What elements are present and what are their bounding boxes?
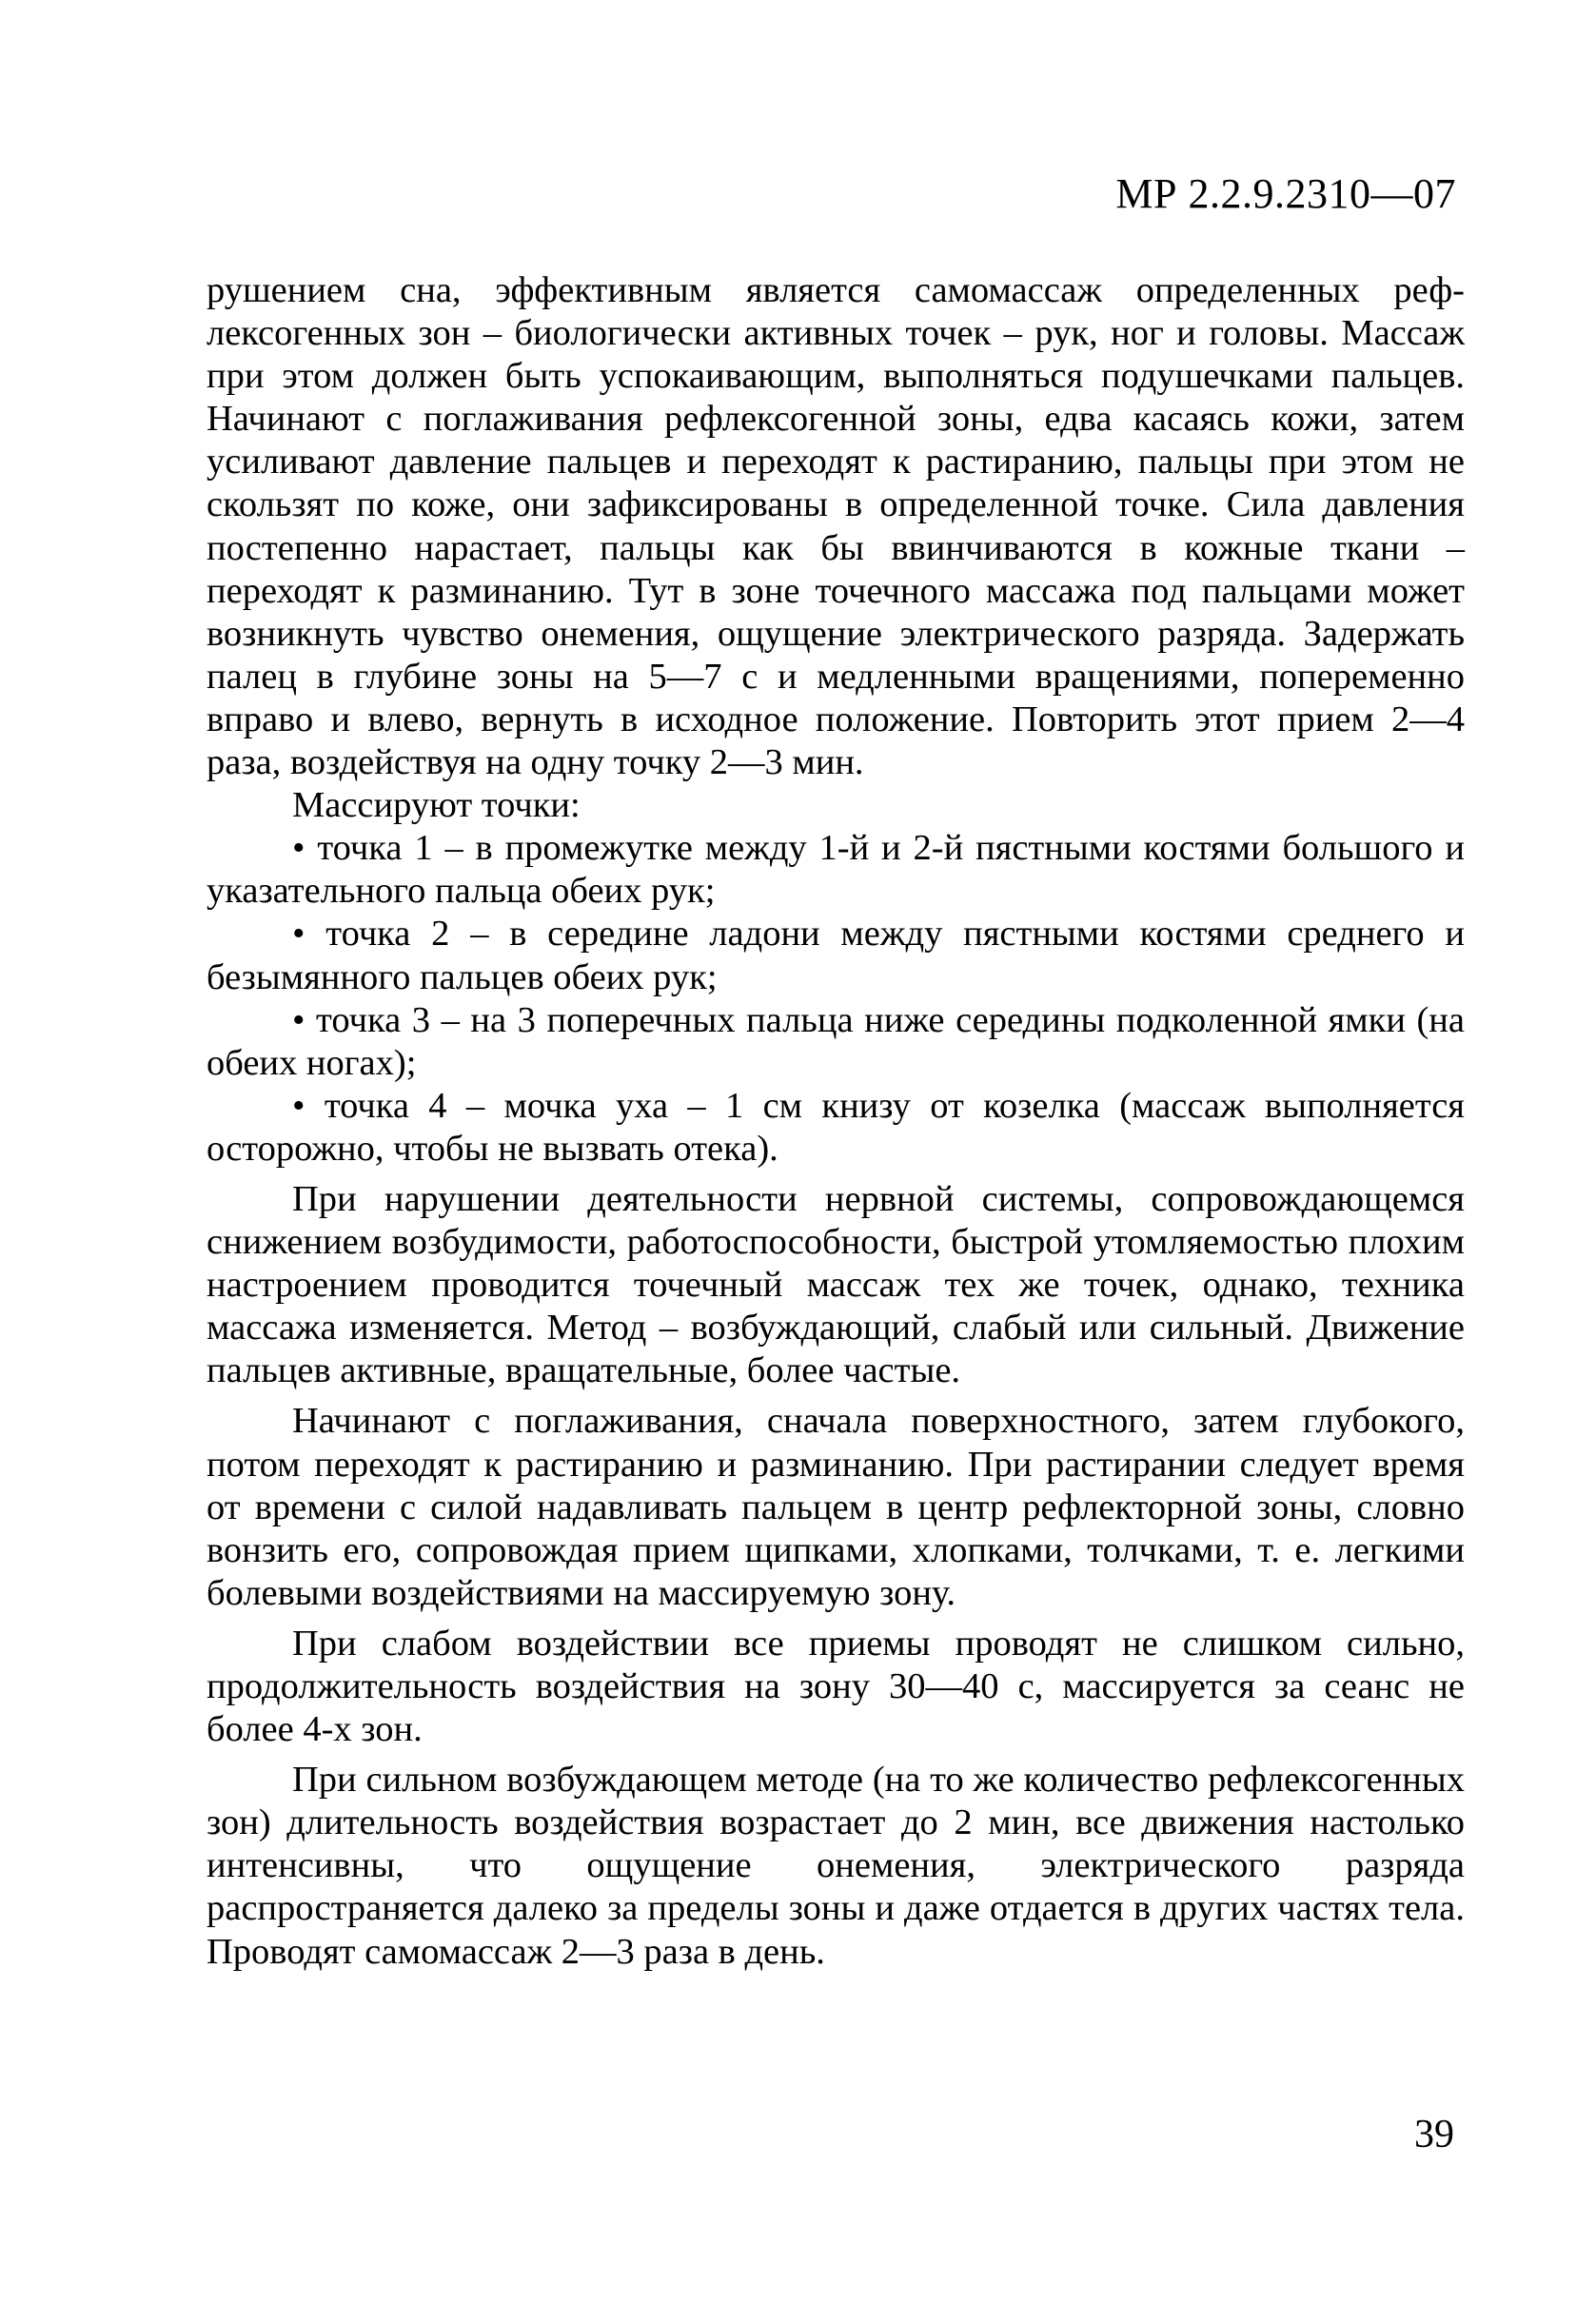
points-intro: Массируют точки: — [292, 785, 581, 826]
paragraph-weak-method: При слабом воздействии все приемы проводят не слишком сильно, продолжительность воздействия на зону 30—40 с, массируется за сеанс не более 4-х зон. — [207, 1623, 1465, 1750]
page-number: 39 — [1414, 2113, 1454, 2156]
point-item-2: • точка 2 – в середине ладони между пястными костями среднего и безымянного пальцев обеих рук; — [207, 914, 1465, 997]
document-code: МР 2.2.9.2310—07 — [1115, 170, 1456, 217]
paragraph-technique: Начинают с поглаживания, сначала поверхностного, затем глубокого, потом переходят к растиранию и разминанию. При растирании следует время от времени с силой надавливать пальцем в центр рефлекторной зоны, словно вонзить его, сопровождая прием щипками, хлопками, толчками, т. е. легкими болевыми воздействиями на массируемую зону. — [207, 1401, 1465, 1613]
point-item-1: • точка 1 – в промежутке между 1-й и 2-й пястными костями большого и указательного пальца обеих рук; — [207, 828, 1465, 912]
point-item-3: • точка 3 – на 3 поперечных пальца ниже середины подколенной ямки (на обеих ногах); — [207, 999, 1465, 1083]
paragraph-continued: рушением сна, эффективным является самомассаж определенных рефлексогенных зон – биологически активных точек – рук, ног и головы. Массаж при этом должен быть успокаивающим, выполняться подушечками пальцев. Начинают с поглаживания рефлексогенной зоны, едва касаясь кожи, затем усиливают давление пальцев и переходят к растиранию, пальцы при этом не скользят по коже, они зафиксированы в определенной точке. Сила давления постепенно нарастает, пальцы как бы ввинчиваются в кожные ткани – переходят к разминанию. Тут в зоне точечного массажа под пальцами может возникнуть чувство онемения, ощущение электрического разряда. Задержать палец в глубине зоны на 5—7 с и медленными вращениями, попеременно вправо и влево, вернуть в исходное положение. Повторить этот прием 2—4 раза, воздействуя на одну точку 2—3 мин. — [207, 270, 1465, 783]
page-body — [207, 269, 1465, 1974]
point-item-4: • точка 4 – мочка уха – 1 см книзу от козелка (массаж выполняется осторожно, чтобы не вызвать отека). — [207, 1085, 1465, 1169]
paragraph-strong-method: При сильном возбуждающем методе (на то же количество рефлексогенных зон) длительность воздействия возрастает до 2 мин, все движения настолько интенсивны, что ощущение онемения, электрического разряда распространяется далеко за пределы зоны и даже отдается в других частях тела. Проводят самомассаж 2—3 раза в день. — [207, 1760, 1465, 1972]
paragraph-nervous-system: При нарушении деятельности нервной системы, сопровождающемся снижением возбудимости, работоспособности, быстрой утомляемостью плохим настроением проводится точечный массаж тех же точек, однако, техника массажа изменяется. Метод – возбуждающий, слабый или сильный. Движение пальцев активные, вращательные, более частые. — [207, 1178, 1465, 1391]
